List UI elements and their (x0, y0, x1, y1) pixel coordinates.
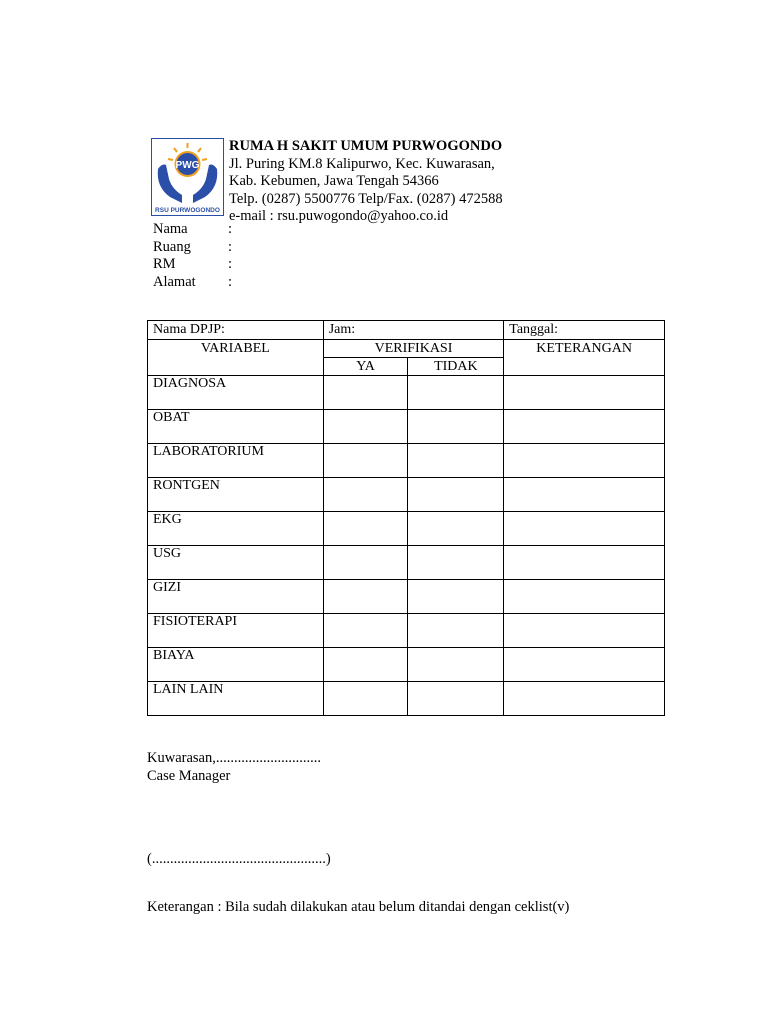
keterangan-cell[interactable] (504, 682, 665, 716)
tanggal-cell[interactable]: Tanggal: (504, 321, 665, 340)
hospital-name: RUMA H SAKIT UMUM PURWOGONDO (229, 138, 503, 154)
check-tidak-cell[interactable] (408, 478, 504, 512)
col-keterangan-header: KETERANGAN (504, 340, 665, 376)
field-separator: : (228, 273, 233, 290)
check-tidak-cell[interactable] (408, 580, 504, 614)
table-row (148, 512, 665, 546)
field-label: Nama (153, 221, 188, 237)
hands-logo-icon (152, 139, 223, 215)
role-label: Case Manager (147, 767, 231, 784)
variabel-rontgen: RONTGEN (148, 478, 324, 512)
check-ya-cell[interactable] (323, 614, 408, 648)
col-variabel-header: VARIABEL (148, 340, 324, 376)
table-row (148, 410, 665, 444)
variabel-fisioterapi: FISIOTERAPI (148, 614, 324, 648)
signature-line: (................................................) (147, 851, 331, 867)
variabel-gizi: GIZI (148, 580, 324, 614)
footnote: Keterangan : Bila sudah dilakukan atau belum ditandai dengan ceklist(v) (147, 899, 570, 915)
check-ya-cell[interactable] (323, 444, 408, 478)
keterangan-cell[interactable] (504, 614, 665, 648)
table-row (148, 648, 665, 682)
hospital-logo (151, 138, 224, 216)
check-tidak-cell[interactable] (408, 648, 504, 682)
check-ya-cell[interactable] (323, 512, 408, 546)
phone-line: Telp. (0287) 5500776 Telp/Fax. (0287) 472588 (229, 190, 503, 207)
hospital-header (229, 138, 503, 226)
variabel-biaya: BIAYA (148, 648, 324, 682)
keterangan-cell[interactable] (504, 648, 665, 682)
variabel-lain-lain: LAIN LAIN (148, 682, 324, 716)
check-tidak-cell[interactable] (408, 410, 504, 444)
keterangan-cell[interactable] (504, 478, 665, 512)
keterangan-cell[interactable] (504, 444, 665, 478)
keterangan-cell[interactable] (504, 546, 665, 580)
col-verifikasi-header: VERIFIKASI (323, 340, 504, 358)
table-row (148, 546, 665, 580)
field-separator: : (228, 221, 233, 237)
table-row (148, 614, 665, 648)
table-top-row (148, 321, 665, 340)
variabel-obat: OBAT (148, 410, 324, 444)
patient-field-rm (153, 256, 232, 274)
col-tidak-header: TIDAK (408, 358, 504, 376)
email-line: e-mail : rsu.puwogondo@yahoo.co.id (229, 208, 449, 224)
table-row (148, 376, 665, 410)
check-ya-cell[interactable] (323, 376, 408, 410)
patient-info (153, 221, 232, 291)
field-separator: : (228, 256, 233, 272)
patient-field-ruang (153, 239, 232, 257)
check-tidak-cell[interactable] (408, 682, 504, 716)
check-tidak-cell[interactable] (408, 376, 504, 410)
signature-block (147, 750, 321, 785)
variabel-laboratorium: LABORATORIUM (148, 444, 324, 478)
check-tidak-cell[interactable] (408, 512, 504, 546)
check-ya-cell[interactable] (323, 648, 408, 682)
logo-caption: RSU PURWOGONDO (155, 207, 220, 214)
keterangan-cell[interactable] (504, 512, 665, 546)
address-line-1: Jl. Puring KM.8 Kalipurwo, Kec. Kuwarasan, (229, 155, 495, 172)
patient-field-alamat (153, 274, 232, 292)
verification-table (147, 320, 665, 716)
check-ya-cell[interactable] (323, 410, 408, 444)
place-date: Kuwarasan,............................. (147, 750, 321, 766)
variabel-diagnosa: DIAGNOSA (148, 376, 324, 410)
check-ya-cell[interactable] (323, 682, 408, 716)
keterangan-cell[interactable] (504, 580, 665, 614)
field-label: Ruang (153, 238, 191, 255)
address-line-2: Kab. Kebumen, Jawa Tengah 54366 (229, 173, 439, 189)
logo-text: PWG (175, 160, 200, 171)
table-row (148, 444, 665, 478)
jam-cell[interactable]: Jam: (323, 321, 504, 340)
field-label: Alamat (153, 273, 196, 290)
table-row (148, 478, 665, 512)
field-label: RM (153, 256, 176, 272)
variabel-usg: USG (148, 546, 324, 580)
check-tidak-cell[interactable] (408, 444, 504, 478)
check-tidak-cell[interactable] (408, 614, 504, 648)
check-ya-cell[interactable] (323, 478, 408, 512)
table-header-row (148, 340, 665, 358)
table-row (148, 682, 665, 716)
field-separator: : (228, 238, 233, 255)
check-tidak-cell[interactable] (408, 546, 504, 580)
keterangan-cell[interactable] (504, 376, 665, 410)
check-ya-cell[interactable] (323, 580, 408, 614)
table-row (148, 580, 665, 614)
dpjp-cell[interactable]: Nama DPJP: (148, 321, 324, 340)
check-ya-cell[interactable] (323, 546, 408, 580)
keterangan-cell[interactable] (504, 410, 665, 444)
patient-field-nama (153, 221, 232, 239)
col-ya-header: YA (323, 358, 408, 376)
variabel-ekg: EKG (148, 512, 324, 546)
